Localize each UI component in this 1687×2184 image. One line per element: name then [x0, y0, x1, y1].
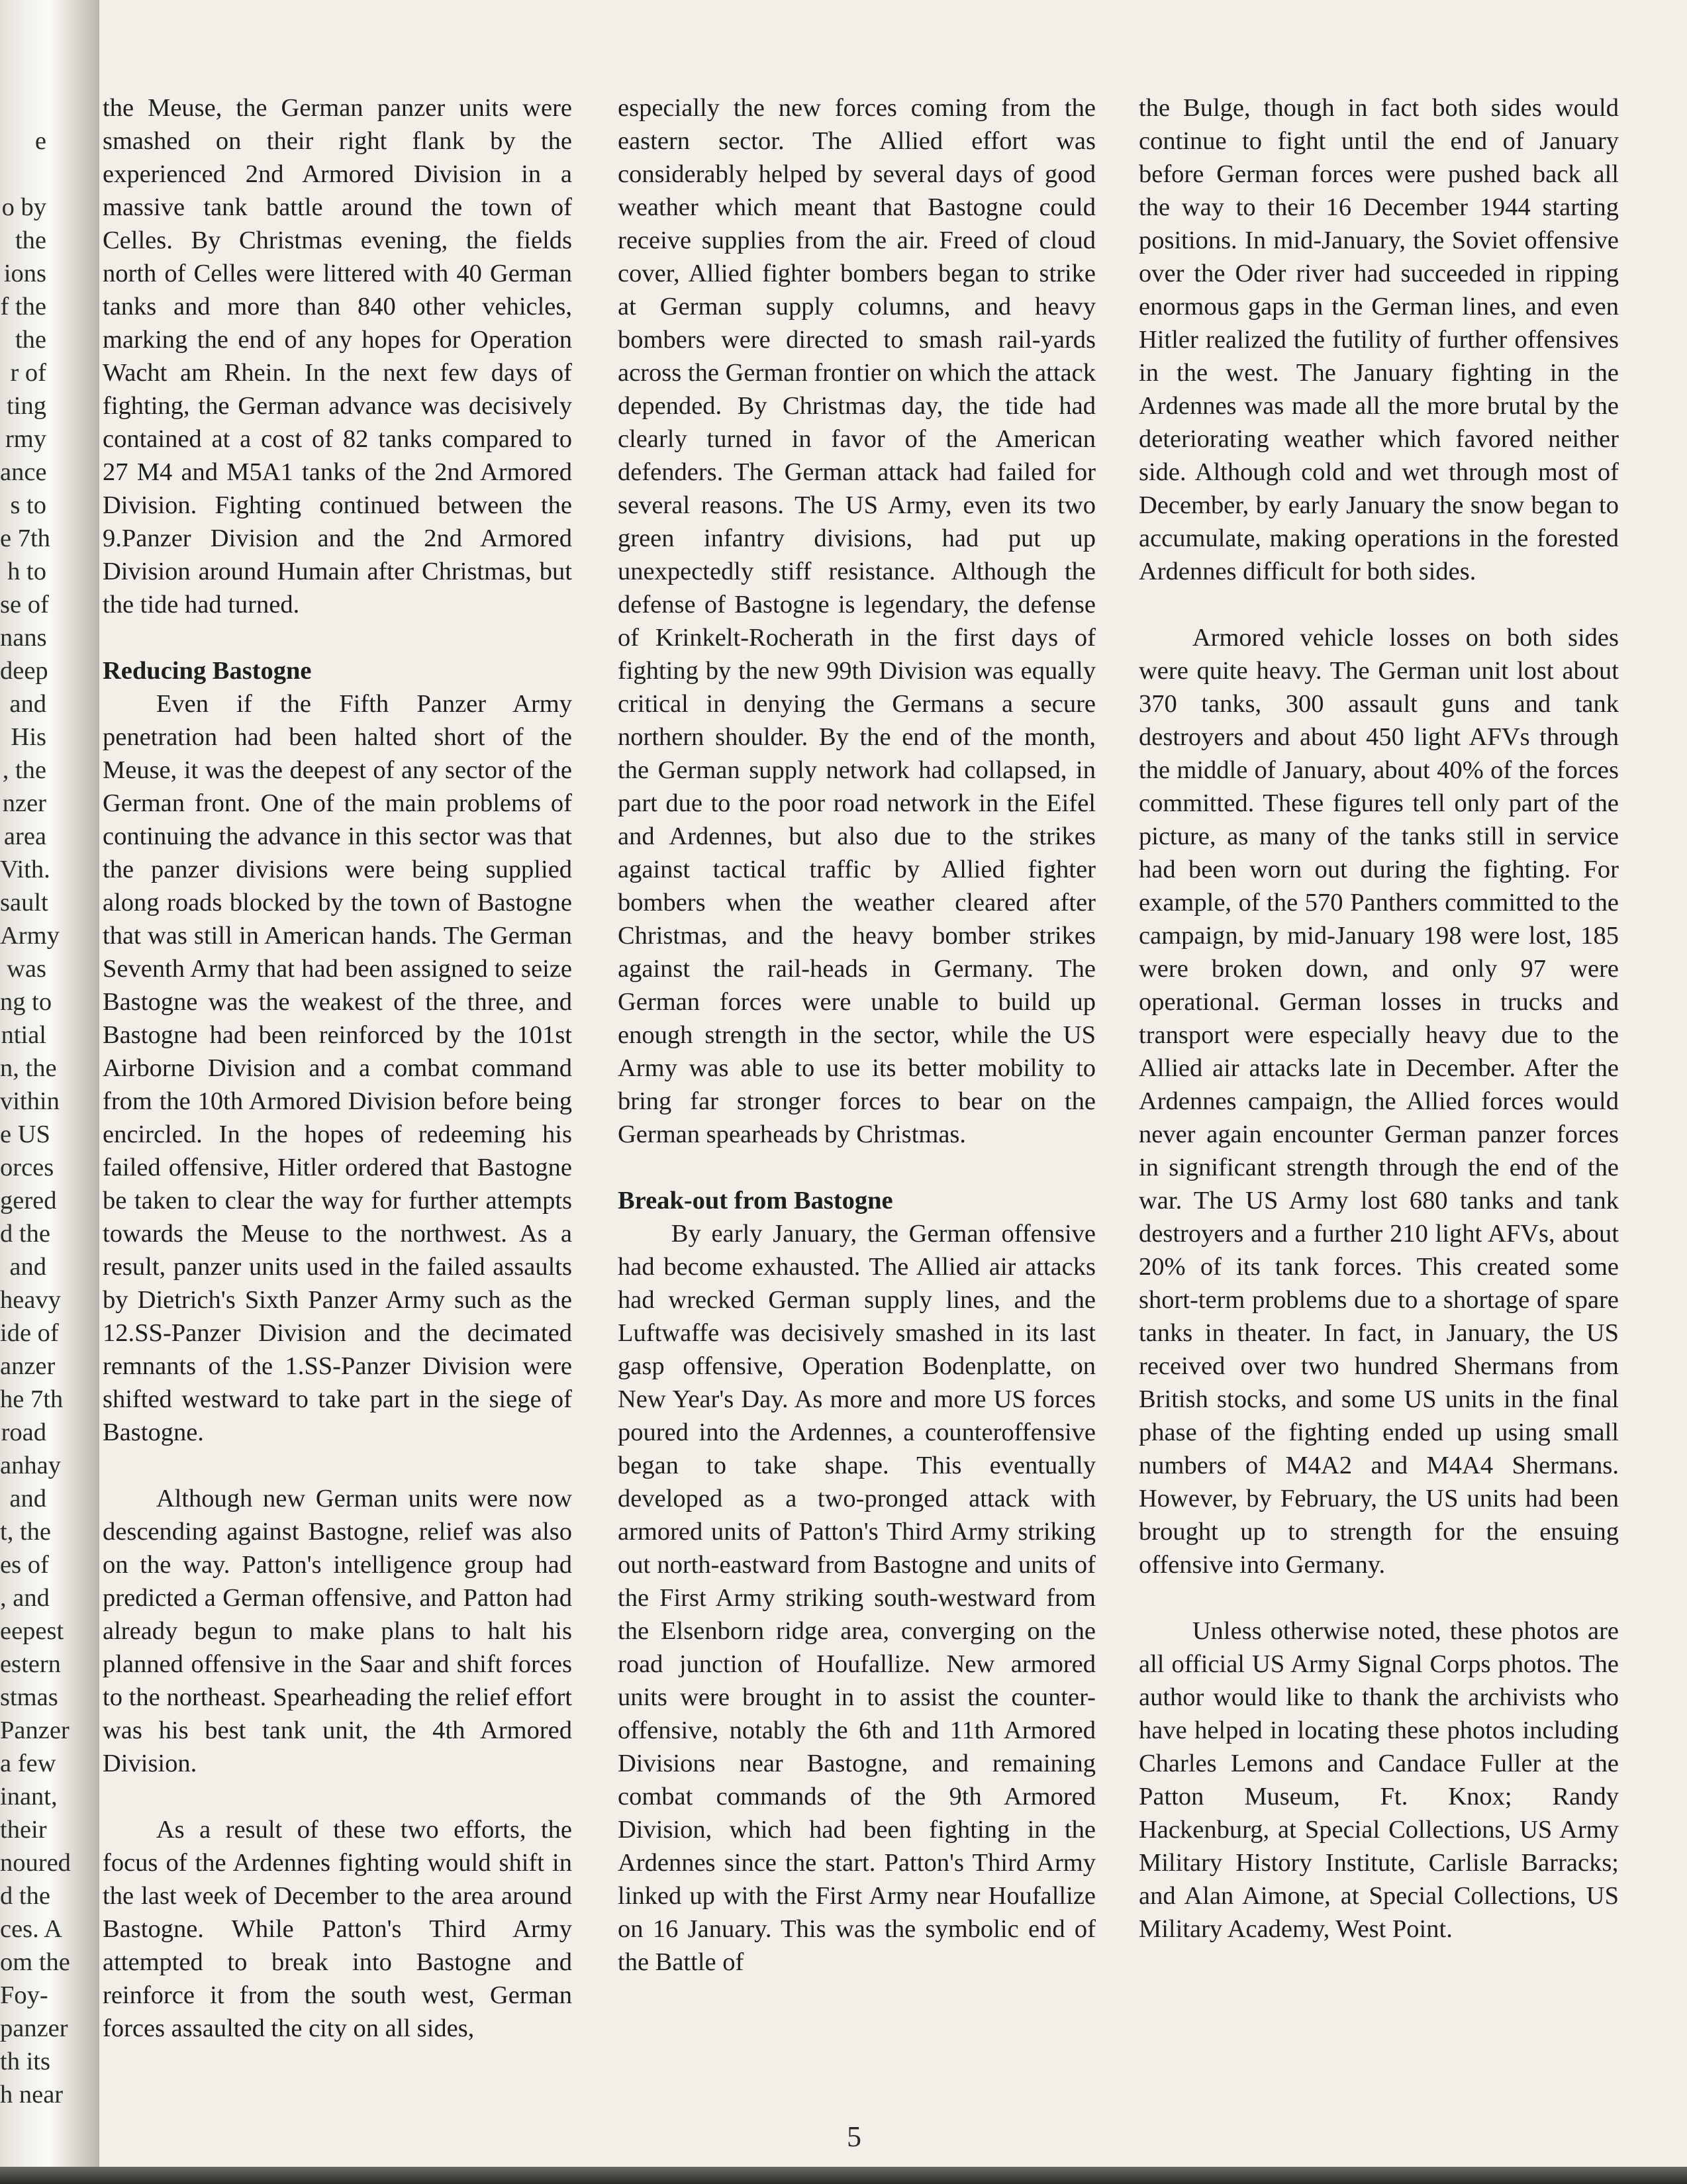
col2-paragraph-2: By early January, the German offensive had become exhausted. The Allied air attacks had wrecked German supply lines, and the Luftwaffe was decisively smashed in its last gasp offensive, Operation Bodenplatte, on New Year's Day. As more and more US forces poured into the Ardennes, a counteroffensive began to take shape. This eventually developed as a two-pronged attack with armored units of Patton's Third Army striking out north-eastward from Bastogne and units of the First Army striking south-westward from the Elsenborn ridge area, converging on the road junction of Houfallize. New armored units were brought in to assist the counter-offensive, notably the 6th and 11th Armored Divisions near Bastogne, and remaining combat commands of the 9th Armored Division, which had been fighting in the Ardennes since the start. Patton's Third Army linked up with the First Army near Houfallize on 16 January. This was the symbolic end of the Battle of	[618, 1220, 1096, 1976]
gutter-fragment: e 7th	[0, 524, 50, 552]
column-left	[0, 91, 572, 2045]
gutter-fragment: eepest	[0, 1617, 64, 1645]
column-middle	[618, 91, 1096, 1979]
gutter-fragment: heavy	[0, 1286, 61, 1314]
gutter-fragment: noured	[0, 1849, 71, 1877]
gutter-fragment: a few	[0, 1750, 56, 1777]
gutter-fragment: nzer	[2, 789, 46, 817]
gutter-fragment: and	[9, 1485, 46, 1513]
page-number: 5	[847, 2120, 861, 2153]
gutter-fragment: and	[9, 1253, 46, 1281]
gutter-fragment: e US	[0, 1120, 50, 1148]
section-heading-break-out: Break-out from Bastogne	[618, 1187, 893, 1215]
gutter-fragment: ide of	[0, 1319, 59, 1347]
gutter-fragment: and	[9, 690, 46, 718]
page-bottom-edge	[0, 2167, 1687, 2184]
gutter-fragment: es of	[0, 1551, 49, 1579]
gutter-fragment: was	[7, 955, 46, 983]
gutter-fragment: gered	[0, 1187, 57, 1215]
gutter-fragment: rmy	[5, 425, 46, 453]
gutter-fragment: ces. A	[0, 1915, 63, 1943]
gutter-fragment: ance	[0, 458, 47, 486]
gutter-fragment: anhay	[0, 1452, 61, 1479]
gutter-fragment: Panzer	[0, 1716, 70, 1744]
gutter-fragment: , and	[0, 1584, 50, 1612]
column-right	[1139, 91, 1619, 1946]
gutter-fragment: nans	[0, 624, 47, 652]
gutter-fragment: vithin	[0, 1087, 60, 1115]
gutter-fragment: f the	[0, 293, 46, 321]
col1-paragraph-4: As a result of these two efforts, the focus of the Ardennes fighting would shift in the last week of December to the area around Bastogne. While Patton's Third Army attempted to break into Bastogne and reinforce it from the south west, German forces assaulted the city on all sides,	[103, 1816, 572, 2042]
col1-paragraph-2: Even if the Fifth Panzer Army penetration had been halted short of the Meuse, it was the deepest of any sector of the German front. One of the main problems of continuing the advance in this sector was that the panzer divisions were being supplied along roads blocked by the town of Bastogne that was still in American hands. The German Seventh Army that had been assigned to seize Bastogne was the weakest of the three, and Bastogne had been reinforced by the 101st Airborne Division and a combat command from the 10th Armored Division before being encircled. In the hopes of redeeming his failed offensive, Hitler ordered that Bastogne be taken to clear the way for further attempts towards the Meuse to the northwest. As a result, panzer units used in the failed assaults by Dietrich's Sixth Panzer Army such as the 12.SS-Panzer Division and the decimated remnants of the 1.SS-Panzer Division were shifted westward to take part in the siege of Bastogne.	[103, 690, 572, 1446]
gutter-fragment: ng to	[0, 988, 52, 1016]
gutter-fragment: inant,	[0, 1783, 58, 1811]
gutter-fragment: d the	[0, 1220, 50, 1248]
gutter-fragment: n, the	[0, 1054, 57, 1082]
gutter-fragment: road	[1, 1418, 46, 1446]
col3-paragraph-2: Armored vehicle losses on both sides were quite heavy. The German unit lost about 370 tanks, 300 assault guns and tank destroyers and about 450 light AFVs through the middle of January, about 40% of the forces committed. These figures tell only part of the picture, as many of the tanks still in service had been worn out during the fighting. For example, of the 570 Panthers committed to the campaign, by mid-January 198 were lost, 185 were broken down, and only 97 were operational. German losses in trucks and transport were especially heavy due to the Allied air attacks late in December. After the Ardennes campaign, the Allied forces would never again encounter German panzer forces in significant strength through the end of the war. The US Army lost 680 tanks and tank destroyers and a further 210 light AFVs, about 20% of its tank forces. This created some short-term problems due to a shortage of spare tanks in theater. In fact, in January, the US received over two hundred Shermans from British stocks, and some US units in the final phase of the fighting ended up using small numbers of M4A2 and M4A4 Shermans. However, by February, the US units had been brought up to strength for the ensuing offensive into Germany.	[1139, 624, 1619, 1579]
section-heading-reducing-bastogne: Reducing Bastogne	[103, 657, 312, 685]
col3-paragraph-1: the Bulge, though in fact both sides would continue to fight until the end of January before German forces were pushed back all the way to their 16 December 1944 starting positions. In mid-January, the Soviet offensive over the Oder river had succeeded in ripping enormous gaps in the German lines, and even Hitler realized the futility of further offensives in the west. The January fighting in the Ardennes was made all the more brutal by the deteriorating weather which favored neither side. Although cold and wet through most of December, by early January the snow began to accumulate, making operations in the forested Ardennes difficult for both sides.	[1139, 94, 1619, 585]
gutter-fragment: se of	[0, 591, 49, 619]
col3-paragraph-3: Unless otherwise noted, these photos are all official US Army Signal Corps photos. The author would like to thank the archivists who have helped in locating these photos including Charles Lemons and Candace Fuller at the Patton Museum, Ft. Knox; Randy Hackenburg, at Special Collections, US Army Military History Institute, Carlisle Barracks; and Alan Aimone, at Special Collections, US Military Academy, West Point.	[1139, 1617, 1619, 1943]
gutter-fragment: h near	[0, 2081, 64, 2109]
gutter-fragment: anzer	[0, 1352, 56, 1380]
gutter-fragment: sault	[0, 889, 48, 917]
col1-paragraph-3: Although new German units were now descending against Bastogne, relief was also on the way. Patton's intelligence group had predicted a German offensive, and Patton had already begun to make plans to halt his planned offensive in the Saar and shift forces to the northeast. Spearheading the relief effort was his best tank unit, the 4th Armored Division.	[103, 1485, 572, 1777]
gutter-fragment: stmas	[0, 1683, 58, 1711]
gutter-fragment: r of	[10, 359, 46, 387]
gutter-fragment: His	[11, 723, 46, 751]
gutter-fragment: , the	[2, 756, 46, 784]
gutter-fragment: the	[15, 326, 46, 354]
gutter-fragment: orces	[0, 1154, 54, 1181]
gutter-fragment: ntial	[1, 1021, 46, 1049]
gutter-fragment: e	[34, 127, 46, 155]
gutter-fragment: he 7th	[0, 1385, 64, 1413]
gutter-fragment: deep	[0, 657, 48, 685]
gutter-fragment: area	[3, 822, 46, 850]
gutter-fragment: d the	[0, 1882, 50, 1910]
gutter-fragment: Foy-	[0, 1981, 48, 2009]
gutter-fragment: ting	[7, 392, 46, 420]
col2-paragraph-1: especially the new forces coming from the eastern sector. The Allied effort was considerably helped by several days of good weather which meant that Bastogne could receive supplies from the air. Freed of cloud cover, Allied fighter bombers began to strike at German supply columns, and heavy bombers were directed to smash rail-yards across the German frontier on which the attack depended. By Christmas day, the tide had clearly turned in favor of the American defenders. The German attack had failed for several reasons. The US Army, even its two green infantry divisions, had put up unexpectedly stiff resistance. Although the defense of Bastogne is legendary, the defense of Krinkelt-Rocherath in the first days of fighting by the new 99th Division was equally critical in denying the Germans a secure northern shoulder. By the end of the month, the German supply network had collapsed, in part due to the poor road network in the Eifel and Ardennes, but also due to the strikes against tactical traffic by Allied fighter bombers when the weather cleared after Christmas, and the heavy bomber strikes against the rail-heads in Germany. The German forces were unable to build up enough strength in the sector, while the US Army was able to use its better mobility to bring far stronger forces to bear on the German spearheads by Christmas.	[618, 94, 1096, 1148]
gutter-fragment: t, the	[0, 1518, 51, 1546]
gutter-fragment: panzer	[0, 2014, 68, 2042]
gutter-fragment: Army	[0, 922, 60, 950]
gutter-fragment: th its	[0, 2048, 50, 2075]
gutter-fragment: their	[0, 1816, 47, 1844]
gutter-fragment: ions	[3, 260, 46, 287]
gutter-fragment: om the	[0, 1948, 70, 1976]
gutter-fragment: h to	[7, 558, 46, 585]
gutter-fragment: the	[15, 226, 46, 254]
col1-paragraph-1: the Meuse, the German panzer units were smashed on their right flank by the experienced 2nd Armored Division in a massive tank battle around the town of Celles. By Christmas evening, the fields north of Celles were littered with 40 German tanks and more than 840 other vehicles, marking the end of any hopes for Operation Wacht am Rhein. In the next few days of fighting, the German advance was decisively contained at a cost of 82 tanks compared to 27 M4 and M5A1 tanks of the 2nd Armored Division. Fighting continued between the 9.Panzer Division and the 2nd Armored Division around Humain after Christmas, but the tide had turned.	[103, 94, 572, 619]
gutter-fragment: s to	[10, 491, 46, 519]
gutter-fragment: o by	[1, 193, 46, 221]
gutter-fragment: Vith.	[0, 856, 50, 883]
gutter-fragment: estern	[0, 1650, 61, 1678]
